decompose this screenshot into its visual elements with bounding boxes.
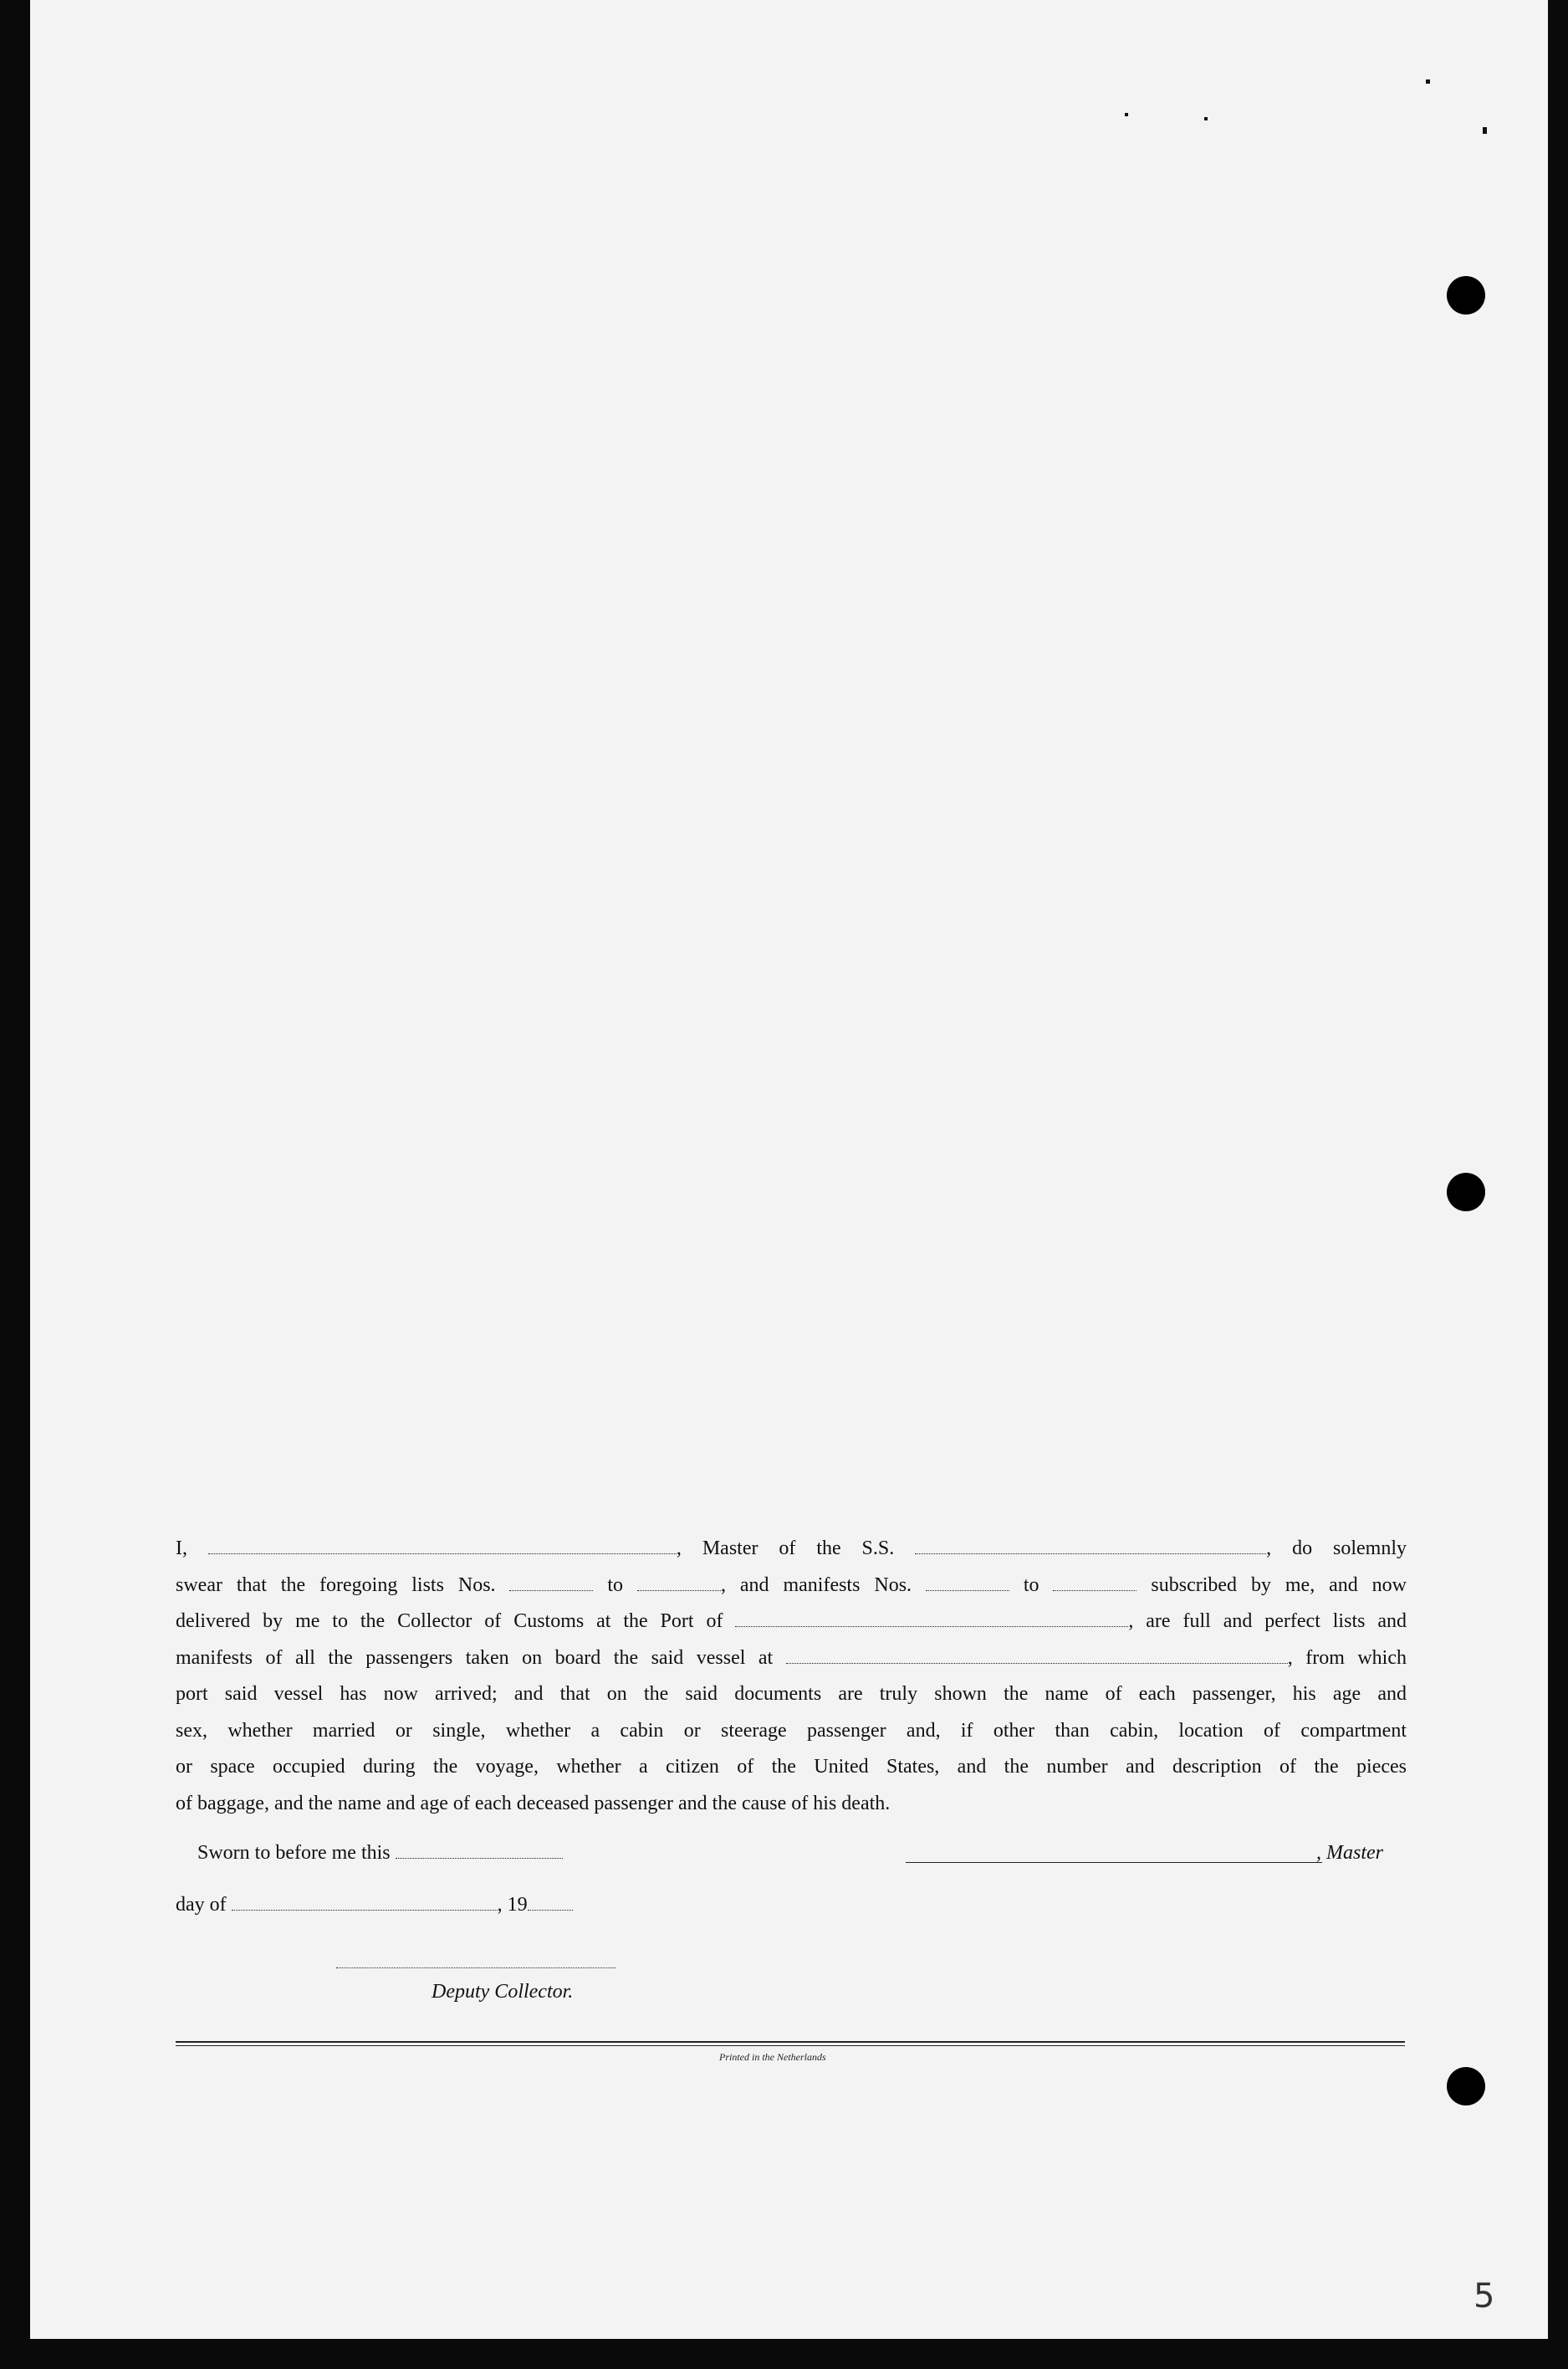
manifests-from-field[interactable] xyxy=(926,1575,1009,1591)
punch-hole-top xyxy=(1447,276,1485,315)
speck-mark xyxy=(1426,79,1430,84)
oath-line-5: port said vessel has now arrived; and that on the said documents are truly shown the name of each passenger, his age and xyxy=(176,1683,1407,1705)
deputy-signature-line[interactable] xyxy=(336,1967,615,1968)
oath-line-8: of baggage, and the name and age of each deceased passenger and the cause of his death. xyxy=(176,1792,891,1814)
punch-hole-middle xyxy=(1447,1173,1485,1211)
port-of-departure-field[interactable] xyxy=(786,1648,1288,1664)
handwritten-page-mark: 5 xyxy=(1474,2277,1495,2315)
oath-line-2: swear that the foregoing lists Nos. to , and manifests Nos. to subscribed by me, and now xyxy=(176,1573,1407,1596)
speck-mark xyxy=(1483,127,1487,134)
year-field[interactable] xyxy=(528,1895,573,1911)
master-signature-line[interactable] xyxy=(906,1862,1322,1863)
lists-from-field[interactable] xyxy=(509,1575,593,1591)
master-oath-paragraph xyxy=(176,1531,1407,1822)
sworn-day-field[interactable] xyxy=(396,1843,563,1859)
lists-to-field[interactable] xyxy=(637,1575,721,1591)
oath-line-4: manifests of all the passengers taken on board the said vessel at , from which xyxy=(176,1646,1407,1669)
month-field[interactable] xyxy=(232,1895,498,1911)
punch-hole-bottom xyxy=(1447,2067,1485,2105)
master-signature-label: , Master xyxy=(1316,1842,1383,1864)
oath-line-6: sex, whether married or single, whether a cabin or steerage passenger and, if other than cabin, location of compartment xyxy=(176,1719,1407,1742)
speck-mark xyxy=(1125,113,1128,116)
oath-line-7: or space occupied during the voyage, whether a citizen of the United States, and the number and description of the pieces xyxy=(176,1756,1407,1778)
manifests-to-field[interactable] xyxy=(1053,1575,1136,1591)
port-of-arrival-field[interactable] xyxy=(735,1611,1128,1627)
day-of-line: day of , 19 xyxy=(176,1894,573,1916)
footer-rule xyxy=(176,2041,1405,2043)
printer-note: Printed in the Netherlands xyxy=(719,2051,826,2063)
master-name-field[interactable] xyxy=(208,1538,677,1554)
footer-rule-thin xyxy=(176,2045,1405,2046)
oath-line-1: I, , Master of the S.S. , do solemnly xyxy=(176,1538,1407,1559)
sworn-before-label: Sworn to before me this xyxy=(197,1842,563,1865)
ship-name-field[interactable] xyxy=(915,1538,1266,1554)
speck-mark xyxy=(1204,117,1208,120)
deputy-collector-label: Deputy Collector. xyxy=(432,1981,574,2003)
oath-line-3: delivered by me to the Collector of Customs at the Port of , are full and perfect lists and xyxy=(176,1610,1407,1632)
